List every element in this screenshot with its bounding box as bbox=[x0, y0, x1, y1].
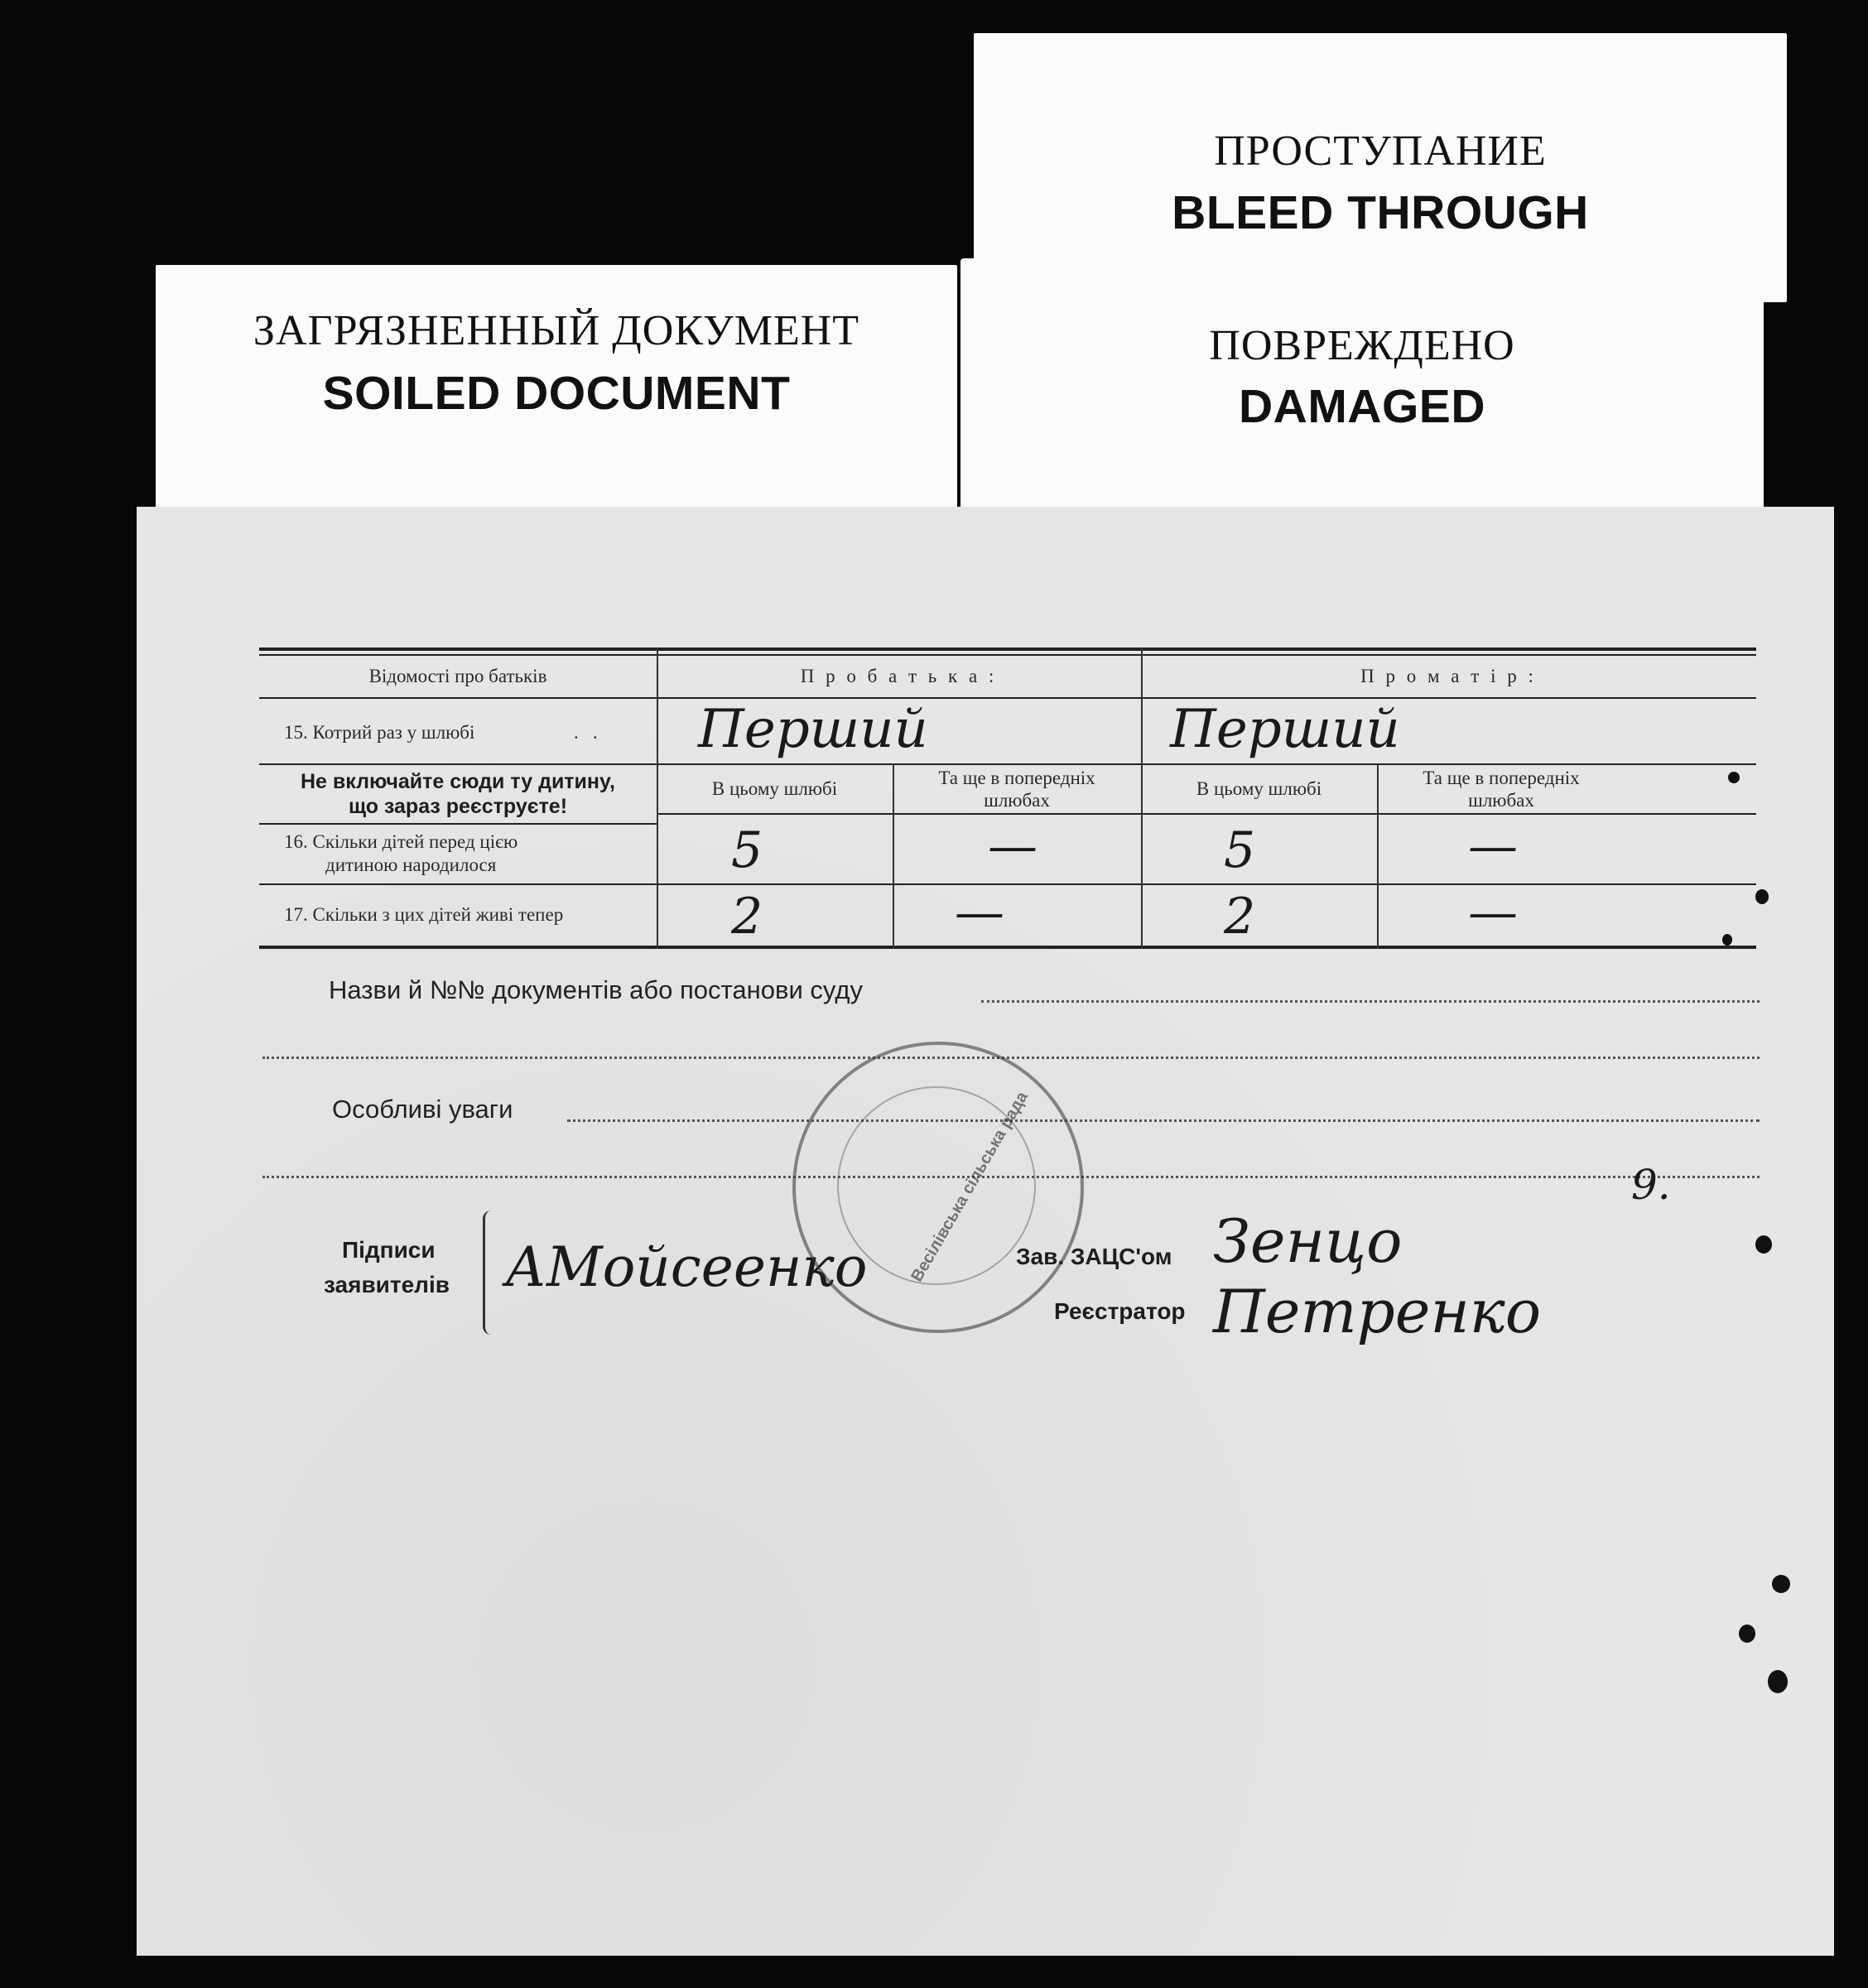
table-top-border-inner bbox=[259, 654, 1756, 656]
row17-father-this: 2 bbox=[731, 888, 763, 946]
registrar-label: Реєстратор bbox=[1054, 1298, 1186, 1324]
soiled-document-ru: ЗАГРЯЗНЕННЫЙ ДОКУМЕНТ bbox=[253, 307, 860, 354]
note-line2: що зараз реєструєте! bbox=[348, 795, 568, 818]
bleed-through-en: BLEED THROUGH bbox=[1172, 186, 1589, 239]
table-divider bbox=[259, 883, 1756, 885]
row16-father-prev: — bbox=[988, 817, 1038, 875]
punch-hole bbox=[1722, 934, 1732, 946]
table-divider bbox=[259, 697, 1756, 699]
header-mother: П р о м а т і р : bbox=[1360, 666, 1537, 686]
table-divider bbox=[259, 823, 657, 825]
stamp-text: Весілівська сільська рада bbox=[908, 1088, 1032, 1285]
head-signature: Зенцо bbox=[1213, 1206, 1403, 1276]
page-number-mark: 9. bbox=[1631, 1161, 1671, 1209]
row17-mother-this: 2 bbox=[1224, 888, 1256, 946]
subheader-father-prev-1: Та ще в попередніх bbox=[938, 768, 1095, 788]
table-divider bbox=[657, 813, 1756, 815]
applicant-signature: АМойсеенко bbox=[505, 1235, 868, 1299]
table-bottom-border bbox=[259, 946, 1756, 949]
subheader-mother-prev-2: шлюбах bbox=[1468, 790, 1534, 811]
punch-hole bbox=[1728, 772, 1740, 783]
documents-line-2 bbox=[262, 1057, 1760, 1059]
damaged-ru: ПОВРЕЖДЕНО bbox=[1209, 322, 1515, 369]
subheader-mother-prev-1: Та ще в попередніх bbox=[1423, 768, 1580, 788]
applicants-brace bbox=[483, 1211, 495, 1335]
header-parents-info: Відомості про батьків bbox=[368, 666, 547, 686]
applicants-label-2: заявителів bbox=[324, 1272, 450, 1297]
row17-label: 17. Скільки з цих дітей живі тепер bbox=[284, 904, 564, 925]
punch-hole bbox=[1768, 1670, 1788, 1693]
applicants-label-1: Підписи bbox=[342, 1237, 436, 1263]
parents-table bbox=[259, 647, 1756, 949]
subheader-mother-this: В цьому шлюбі bbox=[1196, 778, 1322, 799]
row15-dots: . . bbox=[574, 722, 598, 743]
official-stamp bbox=[792, 1042, 1084, 1333]
soiled-document-card bbox=[156, 265, 957, 542]
subheader-father-prev-2: шлюбах bbox=[984, 790, 1050, 811]
documents-line bbox=[981, 1000, 1760, 1003]
documents-label: Назви й №№ документів або постанови суду bbox=[329, 975, 863, 1004]
header-father: П р о б а т ь к а : bbox=[800, 666, 998, 686]
registrar-signature: Петренко bbox=[1213, 1277, 1542, 1346]
table-divider bbox=[259, 763, 1756, 765]
subheader-father-this: В цьому шлюбі bbox=[711, 778, 838, 799]
row16-mother-this: 5 bbox=[1224, 821, 1256, 879]
row16-label-2: дитиною народилося bbox=[325, 854, 497, 875]
notes-line bbox=[567, 1119, 1760, 1122]
row16-father-this: 5 bbox=[731, 821, 763, 879]
punch-hole bbox=[1739, 1625, 1755, 1643]
damaged-en: DAMAGED bbox=[1239, 380, 1485, 433]
punch-hole bbox=[1755, 889, 1769, 904]
row16-label-1: 16. Скільки дітей перед цією bbox=[284, 831, 518, 852]
punch-hole bbox=[1755, 1235, 1772, 1254]
row15-father-value: Перший bbox=[698, 699, 928, 760]
notes-label: Особливі уваги bbox=[332, 1095, 513, 1124]
soiled-document-en: SOILED DOCUMENT bbox=[322, 367, 791, 420]
row16-mother-prev: — bbox=[1468, 817, 1518, 875]
damaged-card bbox=[960, 258, 1764, 540]
row17-mother-prev: — bbox=[1468, 883, 1518, 941]
table-top-border bbox=[259, 647, 1756, 651]
row17-father-prev: — bbox=[955, 883, 1004, 941]
row15-label: 15. Котрий раз у шлюбі bbox=[284, 722, 475, 743]
punch-hole bbox=[1772, 1575, 1790, 1593]
row15-mother-value: Перший bbox=[1170, 699, 1400, 760]
note-line1: Не включайте сюди ту дитину, bbox=[301, 770, 615, 793]
head-label: Зав. ЗАЦС'ом bbox=[1016, 1244, 1172, 1269]
bleed-through-ru: ПРОСТУПАНИЕ bbox=[1214, 128, 1547, 175]
